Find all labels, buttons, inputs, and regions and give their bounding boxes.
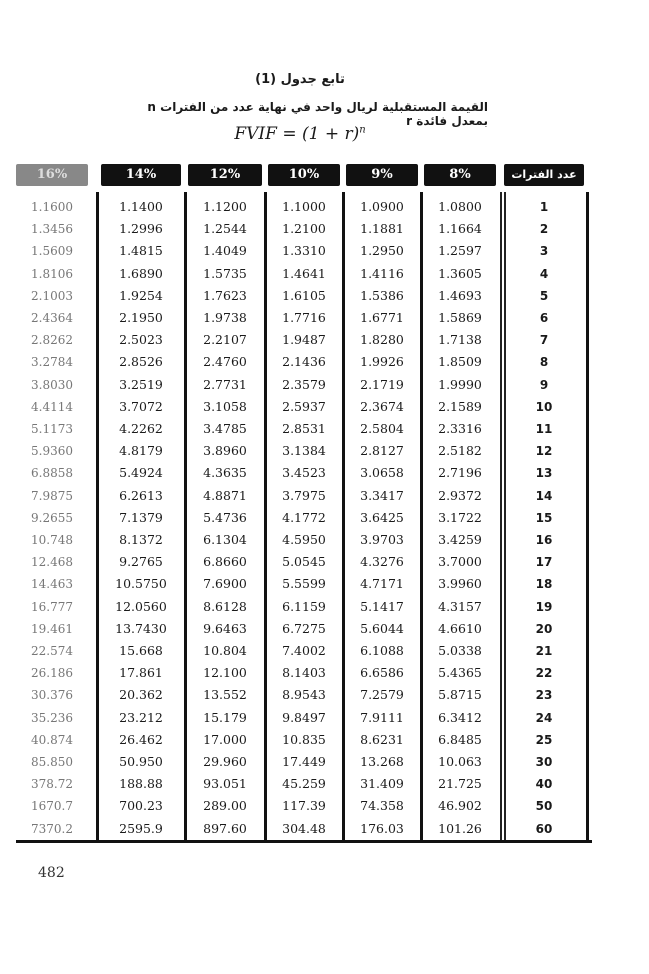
value-cell: 3.9703: [360, 532, 404, 547]
value-cell: 7.1379: [119, 509, 163, 525]
period-cell: 5: [539, 288, 549, 303]
value-cell: 700.23: [119, 798, 163, 814]
period-cell: 7: [539, 333, 549, 348]
value-cell: 6.8660: [203, 554, 247, 570]
value-cell: 188.88: [119, 776, 163, 792]
value-cell: 1.1600: [31, 200, 73, 214]
value-cell: 6.2613: [119, 487, 163, 503]
value-cell: 5.4736: [203, 509, 247, 525]
value-cell: 2.2107: [203, 332, 247, 348]
value-cell: 4.6610: [438, 620, 482, 636]
fvif-table: [16, 164, 592, 836]
value-cell: 1.1000: [282, 199, 326, 214]
value-cell: 3.2784: [31, 355, 73, 370]
value-cell: 14.463: [31, 577, 73, 592]
formula: FVIF = $(1 + r)^n$: [234, 124, 366, 144]
value-cell: 304.48: [282, 820, 326, 836]
period-cell: 4: [539, 266, 549, 281]
period-cell: 24: [535, 710, 553, 725]
value-cell: 1670.7: [31, 799, 73, 814]
value-cell: 4.8871: [203, 487, 247, 503]
table-title: القيمة المستقبلية لريال واحد في نهاية عدد من الفترات n بمعدل فائدة r: [147, 100, 488, 128]
value-cell: 2.4760: [203, 354, 247, 370]
value-cell: 1.6890: [119, 265, 163, 281]
period-cell: 20: [535, 621, 553, 636]
continuation-title: تابع جدول (1): [255, 72, 345, 87]
value-cell: 1.2950: [360, 243, 404, 259]
value-cell: 10.063: [438, 754, 482, 769]
column-header-4: 9%: [346, 164, 418, 186]
value-cell: 4.3157: [438, 598, 482, 614]
value-cell: 7370.2: [31, 821, 73, 836]
value-cell: 5.5599: [282, 576, 326, 592]
value-cell: 3.1058: [203, 398, 247, 414]
value-cell: 2.7731: [203, 376, 247, 392]
value-cell: 6.6586: [360, 665, 404, 681]
value-cell: 1.0900: [360, 199, 404, 214]
value-cell: 5.4365: [438, 665, 482, 681]
period-cell: 14: [535, 488, 553, 503]
period-cell: 19: [535, 599, 553, 614]
value-cell: 2.1589: [438, 398, 482, 414]
period-cell: 8: [539, 355, 549, 370]
column-header-6: عدد الفترات: [504, 164, 584, 186]
value-cell: 117.39: [282, 798, 326, 814]
value-cell: 16.777: [31, 599, 73, 614]
column-divider: [420, 192, 423, 840]
value-cell: 2.5182: [438, 443, 482, 459]
value-cell: 1.9487: [282, 332, 326, 348]
value-cell: 26.462: [119, 731, 163, 747]
value-cell: 5.0338: [438, 643, 482, 658]
period-cell: 16: [535, 533, 553, 547]
value-cell: 1.5609: [31, 244, 73, 259]
value-cell: 1.9990: [438, 376, 482, 392]
value-cell: 4.7171: [360, 576, 404, 592]
value-cell: 1.4641: [282, 265, 326, 281]
value-cell: 10.804: [203, 643, 247, 658]
value-cell: 3.7072: [119, 398, 163, 414]
period-cell: 60: [535, 821, 553, 836]
period-cell: 50: [535, 799, 553, 814]
value-cell: 1.3456: [31, 222, 73, 237]
column-divider: [184, 192, 187, 840]
period-cell: 11: [535, 422, 553, 436]
value-cell: 1.4049: [203, 243, 247, 259]
value-cell: 20.362: [119, 687, 163, 703]
value-cell: 19.461: [31, 621, 73, 636]
value-cell: 2.1950: [119, 310, 163, 325]
value-cell: 1.9254: [119, 287, 163, 303]
column-header-2: 12%: [188, 164, 262, 186]
value-cell: 2.5804: [360, 421, 404, 436]
value-cell: 101.26: [438, 820, 482, 836]
value-cell: 7.2579: [360, 687, 404, 703]
value-cell: 10.835: [282, 731, 326, 747]
value-cell: 13.268: [360, 754, 404, 769]
period-cell: 22: [535, 666, 553, 681]
value-cell: 6.8858: [31, 466, 73, 481]
value-cell: 46.902: [438, 798, 482, 814]
value-cell: 2.5937: [282, 398, 326, 414]
value-cell: 1.2996: [119, 221, 163, 237]
period-cell: 18: [535, 577, 553, 592]
period-cell: 13: [535, 466, 553, 481]
value-cell: 15.668: [119, 643, 163, 658]
period-cell: 23: [535, 688, 553, 703]
period-cell: 12: [535, 444, 553, 459]
value-cell: 7.6900: [203, 576, 247, 592]
period-cell: 17: [535, 555, 553, 570]
period-cell: 9: [539, 377, 549, 392]
value-cell: 5.0545: [282, 554, 326, 570]
value-cell: 85.850: [31, 755, 73, 769]
value-cell: 13.7430: [115, 620, 167, 636]
value-cell: 10.5750: [115, 576, 167, 592]
column-divider: [504, 192, 506, 840]
value-cell: 6.1304: [203, 532, 247, 547]
value-cell: 3.2519: [119, 376, 163, 392]
value-cell: 2.8531: [282, 421, 326, 436]
value-cell: 5.1173: [31, 422, 73, 436]
value-cell: 7.9111: [360, 709, 404, 725]
value-cell: 1.7138: [438, 332, 482, 348]
value-cell: 8.6128: [203, 598, 247, 614]
period-cell: 3: [539, 244, 549, 259]
value-cell: 4.3635: [203, 465, 247, 481]
column-divider: [500, 192, 502, 840]
value-cell: 2.1003: [31, 288, 73, 303]
value-cell: 1.1664: [438, 221, 482, 237]
value-cell: 1.1881: [360, 221, 404, 237]
value-cell: 4.3276: [360, 554, 404, 570]
value-cell: 3.4785: [203, 421, 247, 436]
value-cell: 2.4364: [31, 311, 73, 325]
value-cell: 5.6044: [360, 620, 404, 636]
value-cell: 8.1403: [282, 665, 326, 681]
value-cell: 6.7275: [282, 620, 326, 636]
value-cell: 2.8526: [119, 354, 163, 370]
value-cell: 3.8030: [31, 377, 73, 392]
formula-rhs: (1 + r): [301, 124, 360, 144]
value-cell: 1.7623: [203, 287, 247, 303]
value-cell: 3.1384: [282, 443, 326, 459]
value-cell: 8.6231: [360, 731, 404, 747]
value-cell: 4.2262: [119, 421, 163, 436]
period-cell: 6: [539, 311, 549, 325]
value-cell: 12.0560: [115, 598, 167, 614]
value-cell: 289.00: [203, 798, 247, 814]
value-cell: 12.468: [31, 555, 73, 570]
value-cell: 2.3316: [438, 421, 482, 436]
value-cell: 1.2544: [203, 221, 247, 237]
value-cell: 5.9360: [31, 444, 73, 459]
period-cell: 40: [535, 777, 553, 792]
value-cell: 3.7975: [282, 487, 326, 503]
value-cell: 9.8497: [282, 709, 326, 725]
value-cell: 12.100: [203, 665, 247, 681]
value-cell: 1.9926: [360, 354, 404, 370]
value-cell: 5.1417: [360, 598, 404, 614]
value-cell: 1.1400: [119, 199, 163, 214]
period-cell: 21: [535, 644, 553, 658]
value-cell: 31.409: [360, 776, 404, 792]
value-cell: 9.2765: [119, 554, 163, 570]
value-cell: 1.3605: [438, 265, 482, 281]
value-cell: 3.8960: [203, 443, 247, 459]
value-cell: 897.60: [203, 820, 247, 836]
value-cell: 17.449: [282, 754, 326, 769]
value-cell: 3.9960: [438, 576, 482, 592]
value-cell: 35.236: [31, 710, 73, 725]
value-cell: 3.4523: [282, 465, 326, 481]
table-bottom-rule: [16, 840, 592, 843]
column-header-5: 8%: [424, 164, 496, 186]
value-cell: 1.7716: [282, 310, 326, 325]
value-cell: 21.725: [438, 776, 482, 792]
value-cell: 40.874: [31, 732, 73, 747]
formula-lhs: FVIF: [234, 124, 277, 144]
value-cell: 176.03: [360, 820, 404, 836]
period-cell: 15: [535, 510, 553, 525]
value-cell: 1.5735: [203, 265, 247, 281]
value-cell: 3.4259: [438, 532, 482, 547]
value-cell: 6.1088: [360, 643, 404, 658]
value-cell: 1.4815: [119, 243, 163, 259]
period-cell: 25: [535, 732, 553, 747]
column-divider: [264, 192, 267, 840]
column-divider: [342, 192, 345, 840]
value-cell: 1.8280: [360, 332, 404, 348]
value-cell: 1.2100: [282, 221, 326, 237]
period-cell: 10: [535, 399, 553, 414]
period-cell: 30: [535, 755, 553, 769]
value-cell: 1.4693: [438, 287, 482, 303]
value-cell: 74.358: [360, 798, 404, 814]
value-cell: 93.051: [203, 776, 247, 792]
value-cell: 15.179: [203, 709, 247, 725]
value-cell: 1.3310: [282, 243, 326, 259]
value-cell: 4.8179: [119, 443, 163, 459]
value-cell: 2.8127: [360, 443, 404, 459]
value-cell: 6.8485: [438, 731, 482, 747]
value-cell: 45.259: [282, 776, 326, 792]
value-cell: 5.8715: [438, 687, 482, 703]
value-cell: 5.4924: [119, 465, 163, 481]
value-cell: 50.950: [119, 754, 163, 769]
value-cell: 9.2655: [31, 510, 73, 525]
value-cell: 2.3674: [360, 398, 404, 414]
column-header-1: 14%: [101, 164, 181, 186]
value-cell: 2.1719: [360, 376, 404, 392]
value-cell: 30.376: [31, 688, 73, 703]
value-cell: 17.861: [119, 665, 163, 681]
value-cell: 22.574: [31, 644, 73, 658]
period-cell: 1: [539, 200, 549, 214]
value-cell: 7.9875: [31, 488, 73, 503]
value-cell: 2.1436: [282, 354, 326, 370]
value-cell: 8.9543: [282, 687, 326, 703]
value-cell: 4.4114: [31, 399, 73, 414]
value-cell: 2595.9: [119, 820, 163, 836]
value-cell: 9.6463: [203, 620, 247, 636]
value-cell: 1.8106: [31, 266, 73, 281]
value-cell: 4.5950: [282, 532, 326, 547]
value-cell: 10.748: [31, 533, 73, 547]
value-cell: 1.2597: [438, 243, 482, 259]
value-cell: 1.6771: [360, 310, 404, 325]
value-cell: 1.8509: [438, 354, 482, 370]
column-header-0: 16%: [16, 164, 88, 186]
value-cell: 2.9372: [438, 487, 482, 503]
value-cell: 1.1200: [203, 199, 247, 214]
value-cell: 2.3579: [282, 376, 326, 392]
formula-exponent: n: [359, 124, 366, 136]
value-cell: 8.1372: [119, 532, 163, 547]
value-cell: 4.1772: [282, 509, 326, 525]
value-cell: 2.7196: [438, 465, 482, 481]
value-cell: 6.3412: [438, 709, 482, 725]
value-cell: 2.8262: [31, 333, 73, 348]
value-cell: 1.5869: [438, 310, 482, 325]
value-cell: 1.0800: [438, 199, 482, 214]
column-divider: [96, 192, 99, 840]
period-cell: 2: [539, 222, 549, 237]
value-cell: 378.72: [31, 777, 73, 792]
value-cell: 1.4116: [360, 265, 404, 281]
value-cell: 17.000: [203, 731, 247, 747]
value-cell: 26.186: [31, 666, 73, 681]
value-cell: 23.212: [119, 709, 163, 725]
value-cell: 3.0658: [360, 465, 404, 481]
value-cell: 3.1722: [438, 509, 482, 525]
page-number: 482: [38, 865, 65, 881]
column-divider: [586, 192, 589, 840]
value-cell: 3.7000: [438, 554, 482, 570]
value-cell: 1.6105: [282, 287, 326, 303]
column-header-3: 10%: [268, 164, 340, 186]
value-cell: 6.1159: [282, 598, 326, 614]
value-cell: 1.5386: [360, 287, 404, 303]
value-cell: 13.552: [203, 687, 247, 703]
value-cell: 29.960: [203, 754, 247, 769]
value-cell: 7.4002: [282, 643, 326, 658]
value-cell: 2.5023: [119, 332, 163, 348]
value-cell: 3.3417: [360, 487, 404, 503]
value-cell: 3.6425: [360, 509, 404, 525]
value-cell: 1.9738: [203, 310, 247, 325]
